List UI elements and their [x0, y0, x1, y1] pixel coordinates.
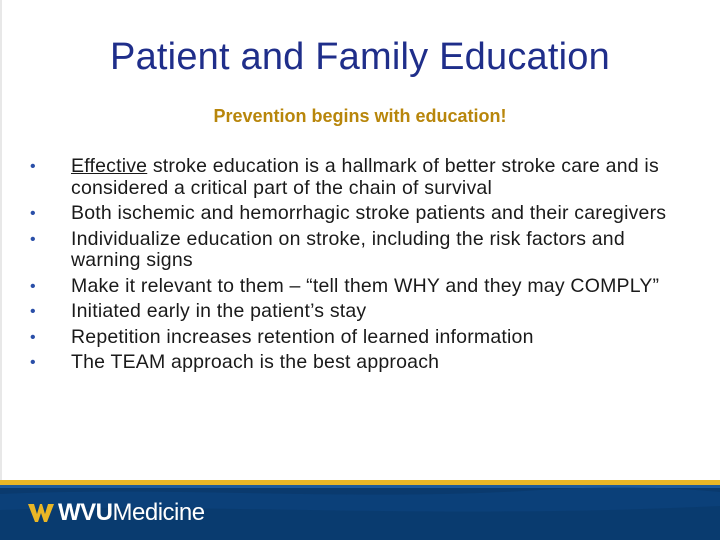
- logo-text: [58, 499, 205, 527]
- wvu-medicine-logo: [28, 498, 205, 528]
- bullet-icon: •: [30, 205, 36, 222]
- bullet-icon: •: [30, 354, 36, 371]
- bullet-list: [30, 156, 680, 378]
- bullet-item: [30, 327, 680, 349]
- bullet-icon: •: [30, 230, 36, 248]
- logo-text-bold: WVU: [58, 499, 113, 526]
- bullet-icon: •: [30, 158, 36, 175]
- bullet-icon: •: [30, 328, 36, 346]
- bullet-item: [30, 203, 680, 225]
- bullet-item: [30, 301, 680, 323]
- bullet-item: [30, 276, 680, 298]
- bullet-text: The TEAM approach is the best approach: [71, 351, 440, 373]
- slide-title: Patient and Family Education: [110, 36, 610, 78]
- bullet-text: Make it relevant to them – “tell them WHY and they may COMPLY”: [71, 274, 660, 297]
- logo-text-rest: Medicine: [112, 499, 205, 526]
- bullet-item: [30, 352, 680, 374]
- slide-subtitle: Prevention begins with education!: [213, 106, 507, 126]
- bullet-icon: •: [30, 277, 36, 295]
- wv-flying-logo-icon: [28, 502, 54, 524]
- bullet-text: Both ischemic and hemorrhagic stroke patients and their caregivers: [71, 202, 667, 224]
- bullet-text: Repetition increases retention of learned information: [71, 325, 534, 348]
- bullet-icon: •: [30, 303, 36, 320]
- bullet-text: Individualize education on stroke, including the risk factors and warning signs: [71, 227, 625, 271]
- bullet-text: stroke education is a hallmark of better stroke care and is considered a critical part of the chain of survival: [71, 155, 659, 199]
- bullet-item: [30, 229, 680, 272]
- bullet-lead: Effective: [71, 155, 148, 177]
- bullet-text: Initiated early in the patient’s stay: [71, 300, 367, 322]
- bullet-item: [30, 156, 680, 199]
